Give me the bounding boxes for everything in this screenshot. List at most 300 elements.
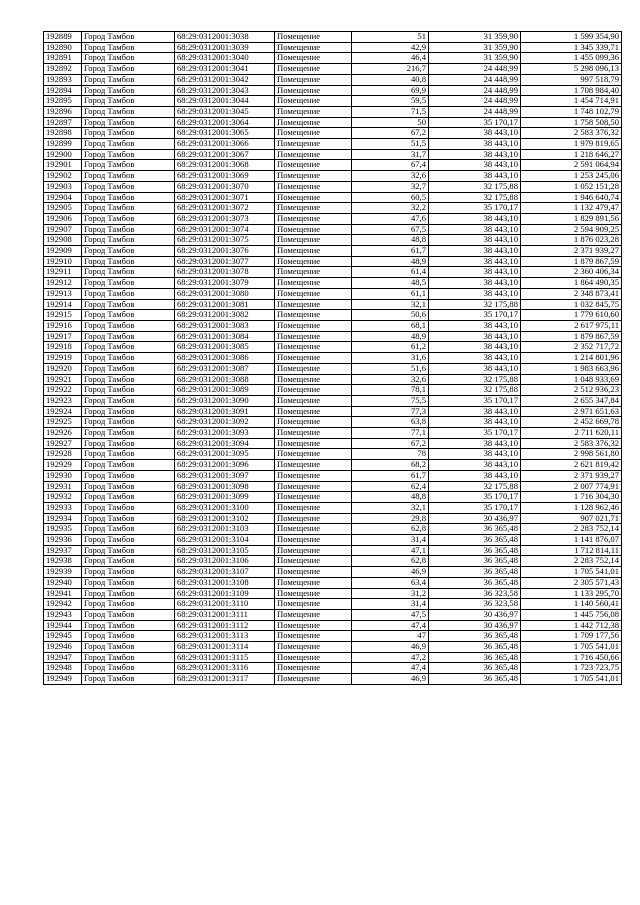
table-row [44, 278, 622, 289]
row-number-cell: 192913 [44, 288, 82, 299]
unit-value-cell: 38 443,10 [429, 160, 521, 171]
city-cell: Город Тамбов [82, 406, 175, 417]
area-cell: 61,7 [352, 246, 429, 257]
cadastral-value-cell: 1 445 756,08 [521, 609, 622, 620]
cadastral-number-cell: 68:29:0312001:3075 [175, 235, 275, 246]
cadastral-number-cell: 68:29:0312001:3067 [175, 149, 275, 160]
city-cell: Город Тамбов [82, 363, 175, 374]
unit-value-cell: 32 175,88 [429, 385, 521, 396]
object-type-cell: Помещение [275, 235, 352, 246]
cadastral-value-cell: 1 983 663,96 [521, 363, 622, 374]
object-type-cell: Помещение [275, 299, 352, 310]
area-cell: 67,2 [352, 438, 429, 449]
cadastral-number-cell: 68:29:0312001:3076 [175, 246, 275, 257]
city-cell: Город Тамбов [82, 620, 175, 631]
cadastral-value-cell: 2 283 752,14 [521, 556, 622, 567]
area-cell: 29,8 [352, 513, 429, 524]
unit-value-cell: 31 359,90 [429, 53, 521, 64]
table-row [44, 428, 622, 439]
cadastral-value-cell: 1 979 819,65 [521, 139, 622, 150]
object-type-cell: Помещение [275, 42, 352, 53]
table-row [44, 492, 622, 503]
cadastral-value-cell: 1 705 541,01 [521, 567, 622, 578]
area-cell: 31,4 [352, 599, 429, 610]
city-cell: Город Тамбов [82, 139, 175, 150]
city-cell: Город Тамбов [82, 203, 175, 214]
cadastral-value-cell: 2 583 376,32 [521, 438, 622, 449]
object-type-cell: Помещение [275, 374, 352, 385]
cadastral-number-cell: 68:29:0312001:3086 [175, 353, 275, 364]
unit-value-cell: 36 365,48 [429, 674, 521, 685]
table-row [44, 374, 622, 385]
table-row [44, 609, 622, 620]
table-row [44, 267, 622, 278]
table-row [44, 171, 622, 182]
cadastral-number-cell: 68:29:0312001:3070 [175, 181, 275, 192]
city-cell: Город Тамбов [82, 117, 175, 128]
cadastral-number-cell: 68:29:0312001:3064 [175, 117, 275, 128]
cadastral-number-cell: 68:29:0312001:3084 [175, 331, 275, 342]
object-type-cell: Помещение [275, 181, 352, 192]
table-row [44, 545, 622, 556]
unit-value-cell: 36 365,48 [429, 567, 521, 578]
cadastral-value-cell: 1 723 723,75 [521, 663, 622, 674]
area-cell: 68,1 [352, 320, 429, 331]
cadastral-number-cell: 68:29:0312001:3078 [175, 267, 275, 278]
area-cell: 46,4 [352, 53, 429, 64]
area-cell: 32,1 [352, 502, 429, 513]
row-number-cell: 192924 [44, 406, 82, 417]
cadastral-number-cell: 68:29:0312001:3114 [175, 642, 275, 653]
table-row [44, 139, 622, 150]
row-number-cell: 192908 [44, 235, 82, 246]
area-cell: 47,4 [352, 663, 429, 674]
area-cell: 42,9 [352, 42, 429, 53]
cadastral-value-cell: 1 829 891,56 [521, 213, 622, 224]
cadastral-number-cell: 68:29:0312001:3087 [175, 363, 275, 374]
area-cell: 47,4 [352, 620, 429, 631]
unit-value-cell: 24 448,99 [429, 74, 521, 85]
unit-value-cell: 38 443,10 [429, 224, 521, 235]
object-type-cell: Помещение [275, 331, 352, 342]
unit-value-cell: 30 436,97 [429, 609, 521, 620]
table-row [44, 652, 622, 663]
row-number-cell: 192920 [44, 363, 82, 374]
cadastral-value-cell: 2 621 819,42 [521, 460, 622, 471]
unit-value-cell: 31 359,90 [429, 32, 521, 43]
table-row [44, 395, 622, 406]
row-number-cell: 192943 [44, 609, 82, 620]
area-cell: 32,6 [352, 374, 429, 385]
area-cell: 61,1 [352, 288, 429, 299]
cadastral-value-cell: 1 758 508,50 [521, 117, 622, 128]
row-number-cell: 192937 [44, 545, 82, 556]
cadastral-number-cell: 68:29:0312001:3072 [175, 203, 275, 214]
unit-value-cell: 36 365,48 [429, 545, 521, 556]
city-cell: Город Тамбов [82, 353, 175, 364]
cadastral-number-cell: 68:29:0312001:3116 [175, 663, 275, 674]
cadastral-value-cell: 1 712 814,11 [521, 545, 622, 556]
row-number-cell: 192927 [44, 438, 82, 449]
unit-value-cell: 36 365,48 [429, 524, 521, 535]
cadastral-value-cell: 1 876 023,28 [521, 235, 622, 246]
object-type-cell: Помещение [275, 449, 352, 460]
data-table [43, 31, 622, 685]
object-type-cell: Помещение [275, 502, 352, 513]
cadastral-number-cell: 68:29:0312001:3107 [175, 567, 275, 578]
area-cell: 40,8 [352, 74, 429, 85]
city-cell: Город Тамбов [82, 288, 175, 299]
cadastral-value-cell: 1 879 867,59 [521, 256, 622, 267]
object-type-cell: Помещение [275, 524, 352, 535]
object-type-cell: Помещение [275, 599, 352, 610]
row-number-cell: 192905 [44, 203, 82, 214]
table-row [44, 224, 622, 235]
cadastral-value-cell: 1 048 933,69 [521, 374, 622, 385]
city-cell: Город Тамбов [82, 460, 175, 471]
unit-value-cell: 38 443,10 [429, 256, 521, 267]
unit-value-cell: 35 170,17 [429, 502, 521, 513]
object-type-cell: Помещение [275, 428, 352, 439]
row-number-cell: 192923 [44, 395, 82, 406]
row-number-cell: 192922 [44, 385, 82, 396]
table-row [44, 417, 622, 428]
city-cell: Город Тамбов [82, 663, 175, 674]
object-type-cell: Помещение [275, 160, 352, 171]
object-type-cell: Помещение [275, 652, 352, 663]
unit-value-cell: 38 443,10 [429, 460, 521, 471]
city-cell: Город Тамбов [82, 160, 175, 171]
area-cell: 60,5 [352, 192, 429, 203]
cadastral-value-cell: 1 140 560,41 [521, 599, 622, 610]
row-number-cell: 192944 [44, 620, 82, 631]
cadastral-value-cell: 2 371 939,27 [521, 246, 622, 257]
cadastral-value-cell: 1 864 490,35 [521, 278, 622, 289]
unit-value-cell: 38 443,10 [429, 288, 521, 299]
cadastral-number-cell: 68:29:0312001:3083 [175, 320, 275, 331]
unit-value-cell: 38 443,10 [429, 417, 521, 428]
row-number-cell: 192917 [44, 331, 82, 342]
object-type-cell: Помещение [275, 342, 352, 353]
cadastral-number-cell: 68:29:0312001:3104 [175, 535, 275, 546]
table-row [44, 246, 622, 257]
cadastral-value-cell: 1 779 610,60 [521, 310, 622, 321]
cadastral-value-cell: 1 128 962,46 [521, 502, 622, 513]
unit-value-cell: 38 443,10 [429, 331, 521, 342]
row-number-cell: 192895 [44, 96, 82, 107]
area-cell: 78,1 [352, 385, 429, 396]
city-cell: Город Тамбов [82, 32, 175, 43]
area-cell: 59,5 [352, 96, 429, 107]
row-number-cell: 192940 [44, 577, 82, 588]
object-type-cell: Помещение [275, 74, 352, 85]
unit-value-cell: 38 443,10 [429, 278, 521, 289]
object-type-cell: Помещение [275, 171, 352, 182]
table-row [44, 470, 622, 481]
unit-value-cell: 38 443,10 [429, 353, 521, 364]
unit-value-cell: 31 359,90 [429, 42, 521, 53]
table-row [44, 96, 622, 107]
area-cell: 47,1 [352, 545, 429, 556]
cadastral-number-cell: 68:29:0312001:3099 [175, 492, 275, 503]
area-cell: 78 [352, 449, 429, 460]
cadastral-value-cell: 2 655 347,84 [521, 395, 622, 406]
unit-value-cell: 36 365,48 [429, 642, 521, 653]
city-cell: Город Тамбов [82, 438, 175, 449]
row-number-cell: 192904 [44, 192, 82, 203]
object-type-cell: Помещение [275, 106, 352, 117]
unit-value-cell: 38 443,10 [429, 128, 521, 139]
city-cell: Город Тамбов [82, 246, 175, 257]
object-type-cell: Помещение [275, 117, 352, 128]
cadastral-number-cell: 68:29:0312001:3113 [175, 631, 275, 642]
cadastral-value-cell: 1 748 102,79 [521, 106, 622, 117]
object-type-cell: Помещение [275, 96, 352, 107]
city-cell: Город Тамбов [82, 224, 175, 235]
row-number-cell: 192900 [44, 149, 82, 160]
area-cell: 46,9 [352, 674, 429, 685]
table-row [44, 117, 622, 128]
unit-value-cell: 35 170,17 [429, 492, 521, 503]
cadastral-value-cell: 1 946 640,74 [521, 192, 622, 203]
object-type-cell: Помещение [275, 278, 352, 289]
area-cell: 67,4 [352, 160, 429, 171]
area-cell: 31,2 [352, 588, 429, 599]
table-row [44, 524, 622, 535]
row-number-cell: 192914 [44, 299, 82, 310]
area-cell: 50 [352, 117, 429, 128]
object-type-cell: Помещение [275, 567, 352, 578]
city-cell: Город Тамбов [82, 577, 175, 588]
cadastral-number-cell: 68:29:0312001:3066 [175, 139, 275, 150]
city-cell: Город Тамбов [82, 513, 175, 524]
cadastral-value-cell: 1 345 339,71 [521, 42, 622, 53]
area-cell: 32,7 [352, 181, 429, 192]
object-type-cell: Помещение [275, 642, 352, 653]
city-cell: Город Тамбов [82, 642, 175, 653]
cadastral-number-cell: 68:29:0312001:3069 [175, 171, 275, 182]
table-row [44, 674, 622, 685]
cadastral-value-cell: 2 617 975,11 [521, 320, 622, 331]
cadastral-value-cell: 2 452 669,78 [521, 417, 622, 428]
city-cell: Город Тамбов [82, 267, 175, 278]
cadastral-value-cell: 1 599 354,90 [521, 32, 622, 43]
table-row [44, 502, 622, 513]
city-cell: Город Тамбов [82, 128, 175, 139]
cadastral-number-cell: 68:29:0312001:3038 [175, 32, 275, 43]
row-number-cell: 192912 [44, 278, 82, 289]
table-row [44, 385, 622, 396]
table-row [44, 331, 622, 342]
row-number-cell: 192909 [44, 246, 82, 257]
row-number-cell: 192925 [44, 417, 82, 428]
cadastral-value-cell: 2 283 752,14 [521, 524, 622, 535]
cadastral-number-cell: 68:29:0312001:3042 [175, 74, 275, 85]
unit-value-cell: 30 436,97 [429, 513, 521, 524]
unit-value-cell: 38 443,10 [429, 342, 521, 353]
unit-value-cell: 38 443,10 [429, 406, 521, 417]
unit-value-cell: 38 443,10 [429, 267, 521, 278]
cadastral-number-cell: 68:29:0312001:3110 [175, 599, 275, 610]
table-row [44, 342, 622, 353]
cadastral-number-cell: 68:29:0312001:3094 [175, 438, 275, 449]
cadastral-number-cell: 68:29:0312001:3080 [175, 288, 275, 299]
table-row [44, 642, 622, 653]
unit-value-cell: 35 170,17 [429, 117, 521, 128]
unit-value-cell: 24 448,99 [429, 64, 521, 75]
object-type-cell: Помещение [275, 128, 352, 139]
cadastral-number-cell: 68:29:0312001:3115 [175, 652, 275, 663]
area-cell: 77,1 [352, 428, 429, 439]
city-cell: Город Тамбов [82, 181, 175, 192]
object-type-cell: Помещение [275, 224, 352, 235]
unit-value-cell: 36 365,48 [429, 631, 521, 642]
city-cell: Город Тамбов [82, 395, 175, 406]
row-number-cell: 192934 [44, 513, 82, 524]
city-cell: Город Тамбов [82, 492, 175, 503]
unit-value-cell: 36 365,48 [429, 663, 521, 674]
cadastral-value-cell: 1 454 714,91 [521, 96, 622, 107]
object-type-cell: Помещение [275, 149, 352, 160]
unit-value-cell: 24 448,99 [429, 85, 521, 96]
object-type-cell: Помещение [275, 85, 352, 96]
cadastral-value-table [43, 31, 622, 685]
object-type-cell: Помещение [275, 203, 352, 214]
city-cell: Город Тамбов [82, 449, 175, 460]
row-number-cell: 192938 [44, 556, 82, 567]
unit-value-cell: 30 436,97 [429, 620, 521, 631]
cadastral-value-cell: 2 348 873,41 [521, 288, 622, 299]
object-type-cell: Помещение [275, 53, 352, 64]
cadastral-value-cell: 2 352 717,72 [521, 342, 622, 353]
cadastral-value-cell: 1 716 304,30 [521, 492, 622, 503]
area-cell: 47,2 [352, 652, 429, 663]
cadastral-number-cell: 68:29:0312001:3095 [175, 449, 275, 460]
area-cell: 32,2 [352, 203, 429, 214]
row-number-cell: 192897 [44, 117, 82, 128]
table-row [44, 74, 622, 85]
cadastral-number-cell: 68:29:0312001:3085 [175, 342, 275, 353]
cadastral-value-cell: 2 360 406,34 [521, 267, 622, 278]
city-cell: Город Тамбов [82, 278, 175, 289]
area-cell: 47,5 [352, 609, 429, 620]
row-number-cell: 192932 [44, 492, 82, 503]
row-number-cell: 192911 [44, 267, 82, 278]
row-number-cell: 192936 [44, 535, 82, 546]
area-cell: 47,6 [352, 213, 429, 224]
city-cell: Город Тамбов [82, 652, 175, 663]
area-cell: 31,4 [352, 535, 429, 546]
object-type-cell: Помещение [275, 663, 352, 674]
object-type-cell: Помещение [275, 192, 352, 203]
city-cell: Город Тамбов [82, 53, 175, 64]
city-cell: Город Тамбов [82, 42, 175, 53]
object-type-cell: Помещение [275, 139, 352, 150]
unit-value-cell: 38 443,10 [429, 149, 521, 160]
object-type-cell: Помещение [275, 460, 352, 471]
row-number-cell: 192910 [44, 256, 82, 267]
row-number-cell: 192902 [44, 171, 82, 182]
unit-value-cell: 35 170,17 [429, 428, 521, 439]
cadastral-number-cell: 68:29:0312001:3096 [175, 460, 275, 471]
cadastral-value-cell: 2 512 936,23 [521, 385, 622, 396]
cadastral-value-cell: 1 455 099,36 [521, 53, 622, 64]
area-cell: 31,7 [352, 149, 429, 160]
table-row [44, 535, 622, 546]
object-type-cell: Помещение [275, 674, 352, 685]
cadastral-number-cell: 68:29:0312001:3068 [175, 160, 275, 171]
cadastral-number-cell: 68:29:0312001:3089 [175, 385, 275, 396]
object-type-cell: Помещение [275, 588, 352, 599]
city-cell: Город Тамбов [82, 588, 175, 599]
cadastral-value-cell: 1 133 295,70 [521, 588, 622, 599]
cadastral-value-cell: 2 305 571,43 [521, 577, 622, 588]
row-number-cell: 192926 [44, 428, 82, 439]
cadastral-number-cell: 68:29:0312001:3117 [175, 674, 275, 685]
row-number-cell: 192899 [44, 139, 82, 150]
row-number-cell: 192919 [44, 353, 82, 364]
row-number-cell: 192931 [44, 481, 82, 492]
table-row [44, 460, 622, 471]
area-cell: 48,5 [352, 278, 429, 289]
area-cell: 77,3 [352, 406, 429, 417]
table-row [44, 203, 622, 214]
cadastral-value-cell: 997 518,79 [521, 74, 622, 85]
unit-value-cell: 36 365,48 [429, 556, 521, 567]
object-type-cell: Помещение [275, 213, 352, 224]
area-cell: 63,4 [352, 577, 429, 588]
unit-value-cell: 32 175,88 [429, 299, 521, 310]
object-type-cell: Помещение [275, 310, 352, 321]
city-cell: Город Тамбов [82, 674, 175, 685]
city-cell: Город Тамбов [82, 106, 175, 117]
cadastral-number-cell: 68:29:0312001:3077 [175, 256, 275, 267]
area-cell: 62,8 [352, 556, 429, 567]
object-type-cell: Помещение [275, 267, 352, 278]
table-row [44, 235, 622, 246]
city-cell: Город Тамбов [82, 342, 175, 353]
city-cell: Город Тамбов [82, 609, 175, 620]
area-cell: 51,6 [352, 363, 429, 374]
area-cell: 46,9 [352, 642, 429, 653]
area-cell: 68,2 [352, 460, 429, 471]
table-row [44, 310, 622, 321]
object-type-cell: Помещение [275, 481, 352, 492]
object-type-cell: Помещение [275, 577, 352, 588]
row-number-cell: 192935 [44, 524, 82, 535]
object-type-cell: Помещение [275, 64, 352, 75]
cadastral-value-cell: 1 132 479,47 [521, 203, 622, 214]
cadastral-number-cell: 68:29:0312001:3079 [175, 278, 275, 289]
cadastral-number-cell: 68:29:0312001:3103 [175, 524, 275, 535]
cadastral-number-cell: 68:29:0312001:3041 [175, 64, 275, 75]
cadastral-value-cell: 1 709 177,56 [521, 631, 622, 642]
table-row [44, 588, 622, 599]
cadastral-number-cell: 68:29:0312001:3081 [175, 299, 275, 310]
object-type-cell: Помещение [275, 438, 352, 449]
cadastral-number-cell: 68:29:0312001:3093 [175, 428, 275, 439]
object-type-cell: Помещение [275, 353, 352, 364]
unit-value-cell: 36 365,48 [429, 577, 521, 588]
area-cell: 62,4 [352, 481, 429, 492]
cadastral-number-cell: 68:29:0312001:3039 [175, 42, 275, 53]
row-number-cell: 192939 [44, 567, 82, 578]
cadastral-value-cell: 1 214 801,96 [521, 353, 622, 364]
object-type-cell: Помещение [275, 620, 352, 631]
city-cell: Город Тамбов [82, 320, 175, 331]
city-cell: Город Тамбов [82, 631, 175, 642]
row-number-cell: 192896 [44, 106, 82, 117]
